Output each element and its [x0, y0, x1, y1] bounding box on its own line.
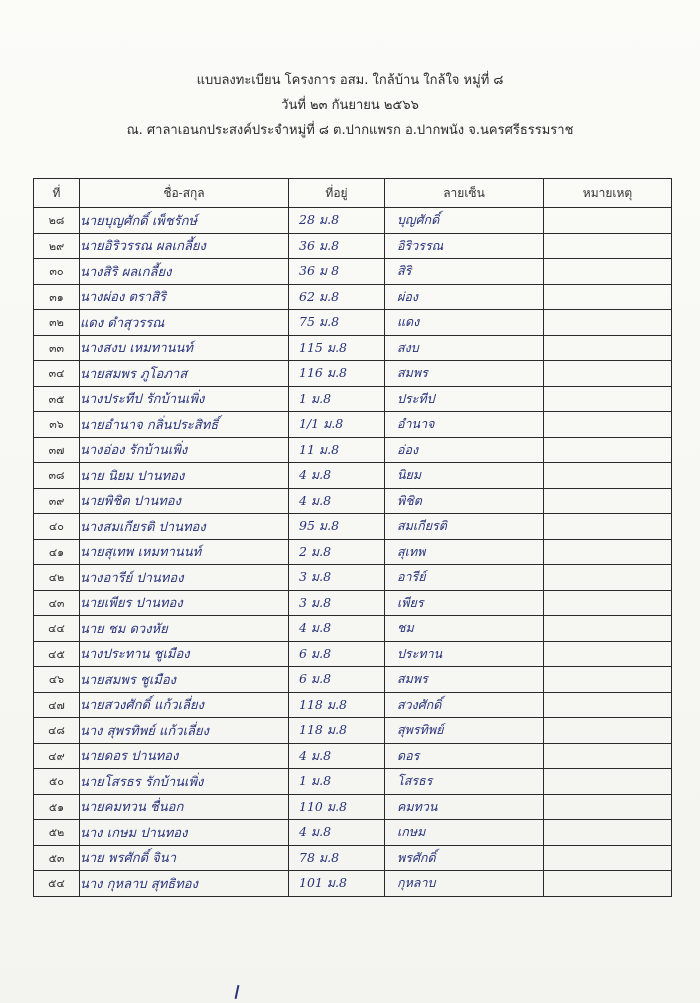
- row-note: [544, 361, 672, 387]
- row-signature: สวงศักดิ์: [385, 692, 544, 718]
- col-header-note: หมายเหตุ: [544, 179, 672, 208]
- table-body: [34, 208, 672, 897]
- row-address: 3 ม.8: [289, 565, 385, 591]
- row-address: 11 ม.8: [289, 437, 385, 463]
- row-name: นางสิริ ผลเกลี้ยง: [80, 259, 289, 285]
- row-note: [544, 565, 672, 591]
- row-signature: เพียร: [385, 590, 544, 616]
- table-row: [34, 667, 672, 693]
- row-note: [544, 514, 672, 540]
- row-note: [544, 590, 672, 616]
- row-signature: สุพรทิพย์: [385, 718, 544, 744]
- row-signature: สมเกียรติ: [385, 514, 544, 540]
- registration-table: [33, 178, 672, 897]
- row-name: นางอารีย์ ปานทอง: [80, 565, 289, 591]
- row-note: [544, 845, 672, 871]
- row-note: [544, 718, 672, 744]
- row-number: ๓๔: [34, 361, 80, 387]
- row-name: นาย นิยม ปานทอง: [80, 463, 289, 489]
- row-number: ๕๓: [34, 845, 80, 871]
- row-name: นาย พรศักดิ์ จินา: [80, 845, 289, 871]
- row-signature: ชม: [385, 616, 544, 642]
- row-signature: บุญศักดิ์: [385, 208, 544, 234]
- table-row: [34, 233, 672, 259]
- row-number: ๒๙: [34, 233, 80, 259]
- col-header-address: ที่อยู่: [289, 179, 385, 208]
- row-signature: ประทาน: [385, 641, 544, 667]
- col-header-signature: ลายเซ็น: [385, 179, 544, 208]
- table-row: [34, 437, 672, 463]
- row-signature: โสรธร: [385, 769, 544, 795]
- col-header-name: ชื่อ-สกุล: [80, 179, 289, 208]
- row-number: ๓๓: [34, 335, 80, 361]
- row-number: ๓๖: [34, 412, 80, 438]
- row-signature: คมทวน: [385, 794, 544, 820]
- row-number: ๕๐: [34, 769, 80, 795]
- row-name: นายเพียร ปานทอง: [80, 590, 289, 616]
- row-number: ๓๒: [34, 310, 80, 336]
- row-note: [544, 743, 672, 769]
- stray-pen-mark: [235, 985, 240, 999]
- row-number: ๔๐: [34, 514, 80, 540]
- row-number: ๕๒: [34, 820, 80, 846]
- table-row: [34, 718, 672, 744]
- row-signature: สุเทพ: [385, 539, 544, 565]
- row-address: 115 ม.8: [289, 335, 385, 361]
- row-note: [544, 488, 672, 514]
- row-name: นายอิริวรรณ ผลเกลี้ยง: [80, 233, 289, 259]
- table-row: [34, 386, 672, 412]
- row-address: 2 ม.8: [289, 539, 385, 565]
- row-note: [544, 437, 672, 463]
- row-signature: กุหลาบ: [385, 871, 544, 897]
- table-row: [34, 616, 672, 642]
- row-number: ๔๖: [34, 667, 80, 693]
- row-name: นายคมทวน ชื่นอก: [80, 794, 289, 820]
- row-address: 75 ม.8: [289, 310, 385, 336]
- row-note: [544, 769, 672, 795]
- row-signature: อำนาจ: [385, 412, 544, 438]
- row-address: 6 ม.8: [289, 641, 385, 667]
- row-address: 110 ม.8: [289, 794, 385, 820]
- row-name: นางสมเกียรติ ปานทอง: [80, 514, 289, 540]
- row-note: [544, 820, 672, 846]
- row-number: ๓๑: [34, 284, 80, 310]
- row-address: 4 ม.8: [289, 743, 385, 769]
- row-signature: แดง: [385, 310, 544, 336]
- row-note: [544, 412, 672, 438]
- row-address: 1/1 ม.8: [289, 412, 385, 438]
- row-name: แดง ดำสุวรรณ: [80, 310, 289, 336]
- row-number: ๔๓: [34, 590, 80, 616]
- table-row: [34, 820, 672, 846]
- row-note: [544, 871, 672, 897]
- row-name: นางประทีป รักบ้านเพิ่ง: [80, 386, 289, 412]
- row-address: 36 ม 8: [289, 259, 385, 285]
- row-address: 95 ม.8: [289, 514, 385, 540]
- row-note: [544, 386, 672, 412]
- row-signature: อิริวรรณ: [385, 233, 544, 259]
- row-signature: ผ่อง: [385, 284, 544, 310]
- row-note: [544, 692, 672, 718]
- row-number: ๔๔: [34, 616, 80, 642]
- row-number: ๔๒: [34, 565, 80, 591]
- row-signature: สิริ: [385, 259, 544, 285]
- row-address: 62 ม.8: [289, 284, 385, 310]
- row-signature: อารีย์: [385, 565, 544, 591]
- table-row: [34, 335, 672, 361]
- row-note: [544, 335, 672, 361]
- row-number: ๔๘: [34, 718, 80, 744]
- row-signature: สงบ: [385, 335, 544, 361]
- row-address: 78 ม.8: [289, 845, 385, 871]
- row-address: 4 ม.8: [289, 820, 385, 846]
- row-note: [544, 794, 672, 820]
- row-address: 4 ม.8: [289, 616, 385, 642]
- row-address: 4 ม.8: [289, 488, 385, 514]
- table-row: [34, 284, 672, 310]
- row-number: ๔๙: [34, 743, 80, 769]
- table-row: [34, 794, 672, 820]
- table-row: [34, 310, 672, 336]
- row-name: นางผ่อง ตราสิริ: [80, 284, 289, 310]
- row-address: 118 ม.8: [289, 692, 385, 718]
- row-name: นายสวงศักดิ์ แก้วเลี่ยง: [80, 692, 289, 718]
- row-note: [544, 616, 672, 642]
- row-name: นายสมพร ชูเมือง: [80, 667, 289, 693]
- row-name: นายสมพร ภูโอภาส: [80, 361, 289, 387]
- row-name: นายพิชิต ปานทอง: [80, 488, 289, 514]
- sheet-title: แบบลงทะเบียน โครงการ อสม. ใกล้บ้าน ใกล้ใจ หมู่ที่ ๘: [196, 73, 504, 88]
- row-name: นางประทาน ชูเมือง: [80, 641, 289, 667]
- sheet-date: วันที่ ๒๓ กันยายน ๒๕๖๖: [281, 98, 419, 113]
- table-row: [34, 463, 672, 489]
- row-number: ๓๙: [34, 488, 80, 514]
- table-header-row: [34, 179, 672, 208]
- table-row: [34, 641, 672, 667]
- sheet-header: [0, 68, 700, 143]
- table-row: [34, 539, 672, 565]
- row-number: ๕๔: [34, 871, 80, 897]
- table-row: [34, 692, 672, 718]
- table-row: [34, 743, 672, 769]
- row-number: ๔๗: [34, 692, 80, 718]
- table-row: [34, 208, 672, 234]
- table-row: [34, 845, 672, 871]
- row-note: [544, 259, 672, 285]
- row-signature: พิชิต: [385, 488, 544, 514]
- row-name: นายอำนาจ กลิ่นประสิทธิ์: [80, 412, 289, 438]
- row-address: 118 ม.8: [289, 718, 385, 744]
- row-number: ๒๘: [34, 208, 80, 234]
- row-address: 116 ม.8: [289, 361, 385, 387]
- sheet-location: ณ. ศาลาเอนกประสงค์ประจำหมู่ที่ ๘ ต.ปากแพรก อ.ปากพนัง จ.นครศรีธรรมราช: [126, 123, 574, 138]
- table-row: [34, 871, 672, 897]
- table-row: [34, 565, 672, 591]
- table-row: [34, 361, 672, 387]
- table-row: [34, 412, 672, 438]
- row-address: 4 ม.8: [289, 463, 385, 489]
- table-row: [34, 769, 672, 795]
- col-header-number: ที่: [34, 179, 80, 208]
- row-name: นายบุญศักดิ์ เพ็ชรักษ์: [80, 208, 289, 234]
- row-note: [544, 463, 672, 489]
- row-note: [544, 641, 672, 667]
- row-name: นางสงบ เหมทานนท์: [80, 335, 289, 361]
- row-name: นาย ชม ดวงหัย: [80, 616, 289, 642]
- row-name: นาง เกษม ปานทอง: [80, 820, 289, 846]
- row-note: [544, 310, 672, 336]
- row-signature: สมพร: [385, 667, 544, 693]
- row-number: ๓๕: [34, 386, 80, 412]
- row-signature: อ่อง: [385, 437, 544, 463]
- row-note: [544, 539, 672, 565]
- table-row: [34, 590, 672, 616]
- row-note: [544, 233, 672, 259]
- row-number: ๕๑: [34, 794, 80, 820]
- row-address: 28 ม.8: [289, 208, 385, 234]
- row-signature: เกษม: [385, 820, 544, 846]
- row-signature: นิยม: [385, 463, 544, 489]
- row-number: ๓๘: [34, 463, 80, 489]
- table-row: [34, 259, 672, 285]
- row-address: 101 ม.8: [289, 871, 385, 897]
- row-number: ๔๕: [34, 641, 80, 667]
- row-number: ๓๗: [34, 437, 80, 463]
- row-name: นาง กุหลาบ สุทธิทอง: [80, 871, 289, 897]
- row-name: นาง สุพรทิพย์ แก้วเลี่ยง: [80, 718, 289, 744]
- row-note: [544, 667, 672, 693]
- row-note: [544, 284, 672, 310]
- table-row: [34, 514, 672, 540]
- row-address: 6 ม.8: [289, 667, 385, 693]
- row-address: 1 ม.8: [289, 386, 385, 412]
- table-row: [34, 488, 672, 514]
- row-signature: ประทีป: [385, 386, 544, 412]
- row-name: นายสุเทพ เหมทานนท์: [80, 539, 289, 565]
- row-signature: สมพร: [385, 361, 544, 387]
- row-name: นางอ่อง รักบ้านเพิ่ง: [80, 437, 289, 463]
- row-address: 1 ม.8: [289, 769, 385, 795]
- row-number: ๔๑: [34, 539, 80, 565]
- row-address: 3 ม.8: [289, 590, 385, 616]
- row-signature: ดอร: [385, 743, 544, 769]
- row-signature: พรศักดิ์: [385, 845, 544, 871]
- row-note: [544, 208, 672, 234]
- row-name: นายโสรธร รักบ้านเพิ่ง: [80, 769, 289, 795]
- row-number: ๓๐: [34, 259, 80, 285]
- row-address: 36 ม.8: [289, 233, 385, 259]
- row-name: นายดอร ปานทอง: [80, 743, 289, 769]
